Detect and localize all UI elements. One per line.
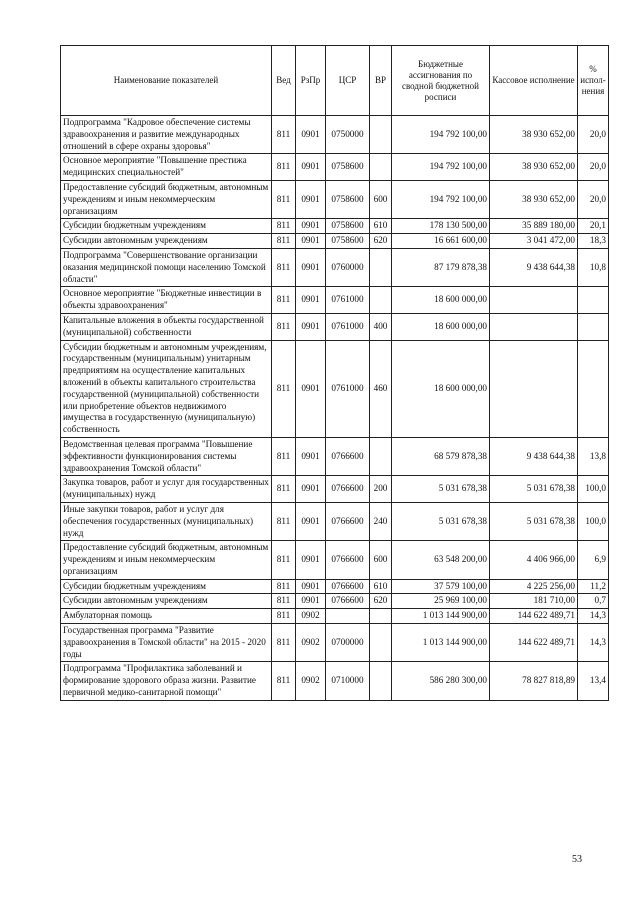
row-name-cell: Основное мероприятие "Повышение престижа медицинских специальностей"	[61, 154, 272, 181]
row-pct-cell: 13,8	[578, 437, 609, 475]
row-name-cell: Государственная программа "Развитие здравоохранения в Томской области" на 2015 - 2020 годы	[61, 624, 272, 662]
row-cash-cell: 5 031 678,38	[490, 502, 578, 540]
row-pct-cell: 18,3	[578, 234, 609, 249]
row-vr-cell	[370, 437, 392, 475]
row-ved-cell: 811	[272, 609, 296, 624]
row-vr-cell	[370, 624, 392, 662]
header-vr: ВР	[370, 46, 392, 116]
row-cash-cell: 38 930 652,00	[490, 180, 578, 218]
row-budget-cell: 1 013 144 900,00	[392, 624, 490, 662]
table-body	[61, 116, 609, 701]
row-name-cell: Субсидии автономным учреждениям	[61, 594, 272, 609]
row-csr-cell: 0758600	[326, 154, 370, 181]
row-vr-cell: 400	[370, 313, 392, 340]
row-pct-cell: 13,4	[578, 662, 609, 700]
row-vr-cell: 610	[370, 579, 392, 594]
row-budget-cell: 63 548 200,00	[392, 541, 490, 579]
header-rzpr: РзПр	[296, 46, 326, 116]
row-csr-cell: 0758600	[326, 219, 370, 234]
table-row	[61, 313, 609, 340]
row-rzpr-cell: 0901	[296, 248, 326, 286]
table-row	[61, 594, 609, 609]
row-budget-cell: 178 130 500,00	[392, 219, 490, 234]
row-budget-cell: 194 792 100,00	[392, 180, 490, 218]
row-budget-cell: 18 600 000,00	[392, 287, 490, 314]
row-ved-cell: 811	[272, 579, 296, 594]
row-csr-cell: 0761000	[326, 287, 370, 314]
table-row	[61, 609, 609, 624]
row-vr-cell: 600	[370, 541, 392, 579]
table-header-row	[61, 46, 609, 116]
row-pct-cell	[578, 313, 609, 340]
row-name-cell: Субсидии бюджетным и автономным учреждениям, государственным (муниципальным) унитарным предприятиям на осуществление капитальных вложений в объекты капитального строительства государственной (муниципальной) собственности или приобретение объектов недвижимого имущества в государственную (муниципальную) собственность	[61, 340, 272, 437]
row-csr-cell	[326, 609, 370, 624]
row-budget-cell: 194 792 100,00	[392, 154, 490, 181]
row-ved-cell: 811	[272, 180, 296, 218]
row-cash-cell: 144 622 489,71	[490, 609, 578, 624]
row-ved-cell: 811	[272, 313, 296, 340]
row-pct-cell: 20,0	[578, 154, 609, 181]
row-csr-cell: 0710000	[326, 662, 370, 700]
table-row	[61, 154, 609, 181]
row-name-cell: Субсидии автономным учреждениям	[61, 234, 272, 249]
row-budget-cell: 25 969 100,00	[392, 594, 490, 609]
row-name-cell: Предоставление субсидий бюджетным, автономным учреждениям и иным некоммерческим организациям	[61, 180, 272, 218]
row-ved-cell: 811	[272, 476, 296, 503]
row-pct-cell: 20,1	[578, 219, 609, 234]
row-rzpr-cell: 0901	[296, 476, 326, 503]
row-vr-cell: 620	[370, 594, 392, 609]
row-csr-cell: 0766600	[326, 541, 370, 579]
row-rzpr-cell: 0901	[296, 180, 326, 218]
row-budget-cell: 5 031 678,38	[392, 476, 490, 503]
row-cash-cell: 38 930 652,00	[490, 116, 578, 154]
row-budget-cell: 16 661 600,00	[392, 234, 490, 249]
row-budget-cell: 1 013 144 900,00	[392, 609, 490, 624]
row-pct-cell: 6,9	[578, 541, 609, 579]
budget-execution-table	[60, 45, 609, 701]
table-row	[61, 579, 609, 594]
row-vr-cell	[370, 248, 392, 286]
row-ved-cell: 811	[272, 502, 296, 540]
row-pct-cell: 11,2	[578, 579, 609, 594]
row-budget-cell: 37 579 100,00	[392, 579, 490, 594]
row-ved-cell: 811	[272, 116, 296, 154]
row-csr-cell: 0766600	[326, 437, 370, 475]
row-pct-cell: 100,0	[578, 502, 609, 540]
table-row	[61, 219, 609, 234]
row-csr-cell: 0761000	[326, 340, 370, 437]
row-pct-cell: 20,0	[578, 180, 609, 218]
row-pct-cell: 14,3	[578, 609, 609, 624]
row-cash-cell: 38 930 652,00	[490, 154, 578, 181]
table-row	[61, 541, 609, 579]
row-budget-cell: 68 579 878,38	[392, 437, 490, 475]
row-vr-cell	[370, 609, 392, 624]
row-rzpr-cell: 0901	[296, 313, 326, 340]
row-csr-cell: 0700000	[326, 624, 370, 662]
table-row	[61, 437, 609, 475]
row-pct-cell	[578, 340, 609, 437]
row-rzpr-cell: 0902	[296, 609, 326, 624]
row-name-cell: Иные закупки товаров, работ и услуг для обеспечения государственных (муниципальных) нужд	[61, 502, 272, 540]
row-vr-cell	[370, 287, 392, 314]
row-csr-cell: 0758600	[326, 180, 370, 218]
header-csr: ЦСР	[326, 46, 370, 116]
table-row	[61, 662, 609, 700]
row-name-cell: Ведомственная целевая программа "Повышение эффективности функционирования системы здравоохранения Томской области"	[61, 437, 272, 475]
row-ved-cell: 811	[272, 662, 296, 700]
row-cash-cell: 35 889 180,00	[490, 219, 578, 234]
table-row	[61, 287, 609, 314]
row-rzpr-cell: 0901	[296, 594, 326, 609]
row-cash-cell: 4 406 966,00	[490, 541, 578, 579]
row-budget-cell: 5 031 678,38	[392, 502, 490, 540]
row-vr-cell	[370, 154, 392, 181]
row-ved-cell: 811	[272, 154, 296, 181]
row-vr-cell: 620	[370, 234, 392, 249]
row-csr-cell: 0766600	[326, 594, 370, 609]
row-vr-cell: 200	[370, 476, 392, 503]
row-name-cell: Закупка товаров, работ и услуг для государственных (муниципальных) нужд	[61, 476, 272, 503]
row-rzpr-cell: 0901	[296, 437, 326, 475]
row-cash-cell	[490, 340, 578, 437]
table-row	[61, 624, 609, 662]
row-vr-cell	[370, 116, 392, 154]
row-cash-cell: 9 438 644,38	[490, 437, 578, 475]
header-budget: Бюджетные ассигнования по сводной бюджетной росписи	[392, 46, 490, 116]
row-budget-cell: 87 179 878,38	[392, 248, 490, 286]
row-rzpr-cell: 0901	[296, 579, 326, 594]
row-ved-cell: 811	[272, 340, 296, 437]
row-name-cell: Субсидии бюджетным учреждениям	[61, 219, 272, 234]
table-row	[61, 234, 609, 249]
row-vr-cell: 600	[370, 180, 392, 218]
row-name-cell: Основное мероприятие "Бюджетные инвестиции в объекты здравоохранения"	[61, 287, 272, 314]
row-cash-cell: 4 225 256,00	[490, 579, 578, 594]
row-rzpr-cell: 0902	[296, 662, 326, 700]
row-budget-cell: 194 792 100,00	[392, 116, 490, 154]
row-ved-cell: 811	[272, 624, 296, 662]
row-rzpr-cell: 0901	[296, 340, 326, 437]
row-name-cell: Подпрограмма "Совершенствование организации оказания медицинской помощи населению Томской области"	[61, 248, 272, 286]
row-csr-cell: 0758600	[326, 234, 370, 249]
row-ved-cell: 811	[272, 541, 296, 579]
row-ved-cell: 811	[272, 437, 296, 475]
row-csr-cell: 0761000	[326, 313, 370, 340]
table-row	[61, 248, 609, 286]
table-row	[61, 180, 609, 218]
header-name: Наименование показателей	[61, 46, 272, 116]
row-ved-cell: 811	[272, 248, 296, 286]
row-cash-cell: 144 622 489,71	[490, 624, 578, 662]
row-cash-cell: 181 710,00	[490, 594, 578, 609]
row-name-cell: Предоставление субсидий бюджетным, автономным учреждениям и иным некоммерческим организациям	[61, 541, 272, 579]
row-ved-cell: 811	[272, 287, 296, 314]
row-cash-cell	[490, 313, 578, 340]
header-pct: % испол-нения	[578, 46, 609, 116]
row-csr-cell: 0766600	[326, 579, 370, 594]
row-pct-cell: 14,3	[578, 624, 609, 662]
row-name-cell: Подпрограмма "Кадровое обеспечение системы здравоохранения и развитие международных отношений в сфере охраны здоровья"	[61, 116, 272, 154]
row-cash-cell: 5 031 678,38	[490, 476, 578, 503]
row-ved-cell: 811	[272, 234, 296, 249]
row-csr-cell: 0766600	[326, 502, 370, 540]
row-vr-cell: 240	[370, 502, 392, 540]
row-rzpr-cell: 0901	[296, 287, 326, 314]
row-pct-cell: 10,8	[578, 248, 609, 286]
row-budget-cell: 586 280 300,00	[392, 662, 490, 700]
row-ved-cell: 811	[272, 594, 296, 609]
row-cash-cell: 3 041 472,00	[490, 234, 578, 249]
row-budget-cell: 18 600 000,00	[392, 340, 490, 437]
table-row	[61, 340, 609, 437]
row-rzpr-cell: 0902	[296, 624, 326, 662]
table-row	[61, 502, 609, 540]
row-rzpr-cell: 0901	[296, 541, 326, 579]
row-name-cell: Субсидии бюджетным учреждениям	[61, 579, 272, 594]
row-csr-cell: 0766600	[326, 476, 370, 503]
row-vr-cell	[370, 662, 392, 700]
row-rzpr-cell: 0901	[296, 234, 326, 249]
row-rzpr-cell: 0901	[296, 116, 326, 154]
row-pct-cell: 20,0	[578, 116, 609, 154]
header-ved: Вед	[272, 46, 296, 116]
row-name-cell: Подпрограмма "Профилактика заболеваний и формирование здорового образа жизни. Развитие первичной медико-санитарной помощи"	[61, 662, 272, 700]
page-number: 53	[572, 854, 582, 865]
row-rzpr-cell: 0901	[296, 219, 326, 234]
row-vr-cell: 610	[370, 219, 392, 234]
row-cash-cell: 9 438 644,38	[490, 248, 578, 286]
row-cash-cell	[490, 287, 578, 314]
row-rzpr-cell: 0901	[296, 502, 326, 540]
row-cash-cell: 78 827 818,89	[490, 662, 578, 700]
table-row	[61, 476, 609, 503]
row-name-cell: Капитальные вложения в объекты государственной (муниципальной) собственности	[61, 313, 272, 340]
row-vr-cell: 460	[370, 340, 392, 437]
table-row	[61, 116, 609, 154]
header-cash: Кассовое исполнение	[490, 46, 578, 116]
row-budget-cell: 18 600 000,00	[392, 313, 490, 340]
row-pct-cell: 0,7	[578, 594, 609, 609]
row-csr-cell: 0760000	[326, 248, 370, 286]
row-pct-cell	[578, 287, 609, 314]
row-name-cell: Амбулаторная помощь	[61, 609, 272, 624]
row-pct-cell: 100,0	[578, 476, 609, 503]
row-ved-cell: 811	[272, 219, 296, 234]
row-rzpr-cell: 0901	[296, 154, 326, 181]
row-csr-cell: 0750000	[326, 116, 370, 154]
